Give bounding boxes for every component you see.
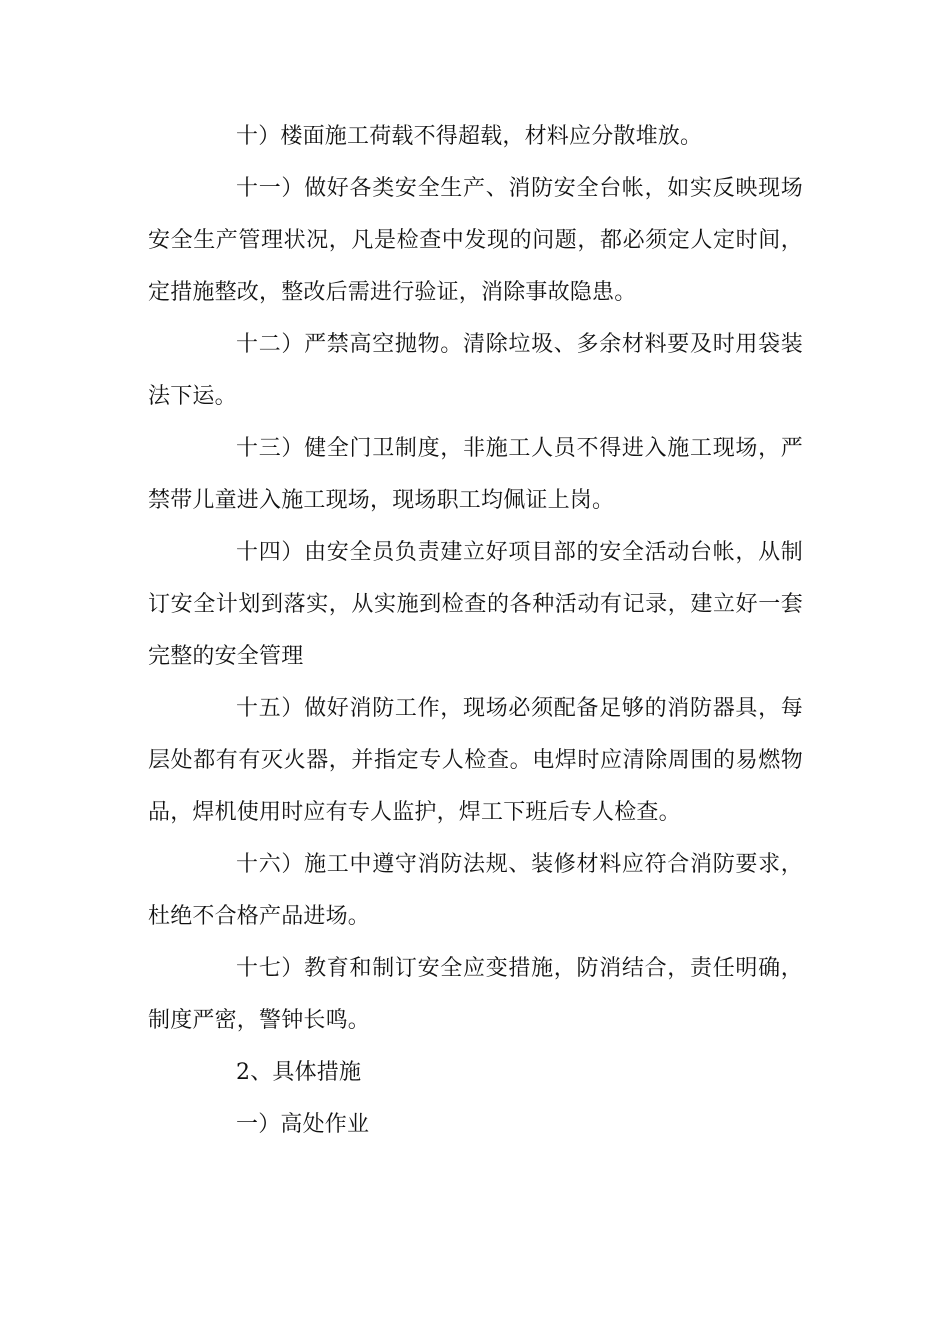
paragraph-item-11: 十一）做好各类安全生产、消防安全台帐，如实反映现场安全生产管理状况，凡是检查中发现的问题，都必须定人定时间，定措施整改，整改后需进行验证，消除事故隐患。 <box>148 176 803 305</box>
paragraph-item-14: 十四）由安全员负责建立好项目部的安全活动台帐，从制订安全计划到落实，从实施到检查的各种活动有记录，建立好一套完整的安全管理 <box>148 540 803 669</box>
paragraph-item-17: 十七）教育和制订安全应变措施，防消结合，责任明确，制度严密，警钟长鸣。 <box>148 956 803 1033</box>
paragraph-item-15: 十五）做好消防工作，现场必须配备足够的消防器具，每层处都有有灭火器，并指定专人检查。电焊时应清除周围的易燃物品，焊机使用时应有专人监护，焊工下班后专人检查。 <box>148 696 803 825</box>
subsection-heading-work-at-height: 一）高处作业 <box>236 1112 370 1137</box>
paragraph-item-13: 十三）健全门卫制度，非施工人员不得进入施工现场，严禁带儿童进入施工现场，现场职工均佩证上岗。 <box>148 436 803 513</box>
paragraph-item-16: 十六）施工中遵守消防法规、装修材料应符合消防要求，杜绝不合格产品进场。 <box>148 852 803 929</box>
section-heading-specific-measures: 2、具体措施 <box>236 1060 362 1085</box>
document-body <box>148 111 803 1151</box>
paragraph-item-10: 十）楼面施工荷载不得超载，材料应分散堆放。 <box>236 124 703 149</box>
paragraph-item-12: 十二）严禁高空抛物。清除垃圾、多余材料要及时用袋装法下运。 <box>148 332 803 409</box>
